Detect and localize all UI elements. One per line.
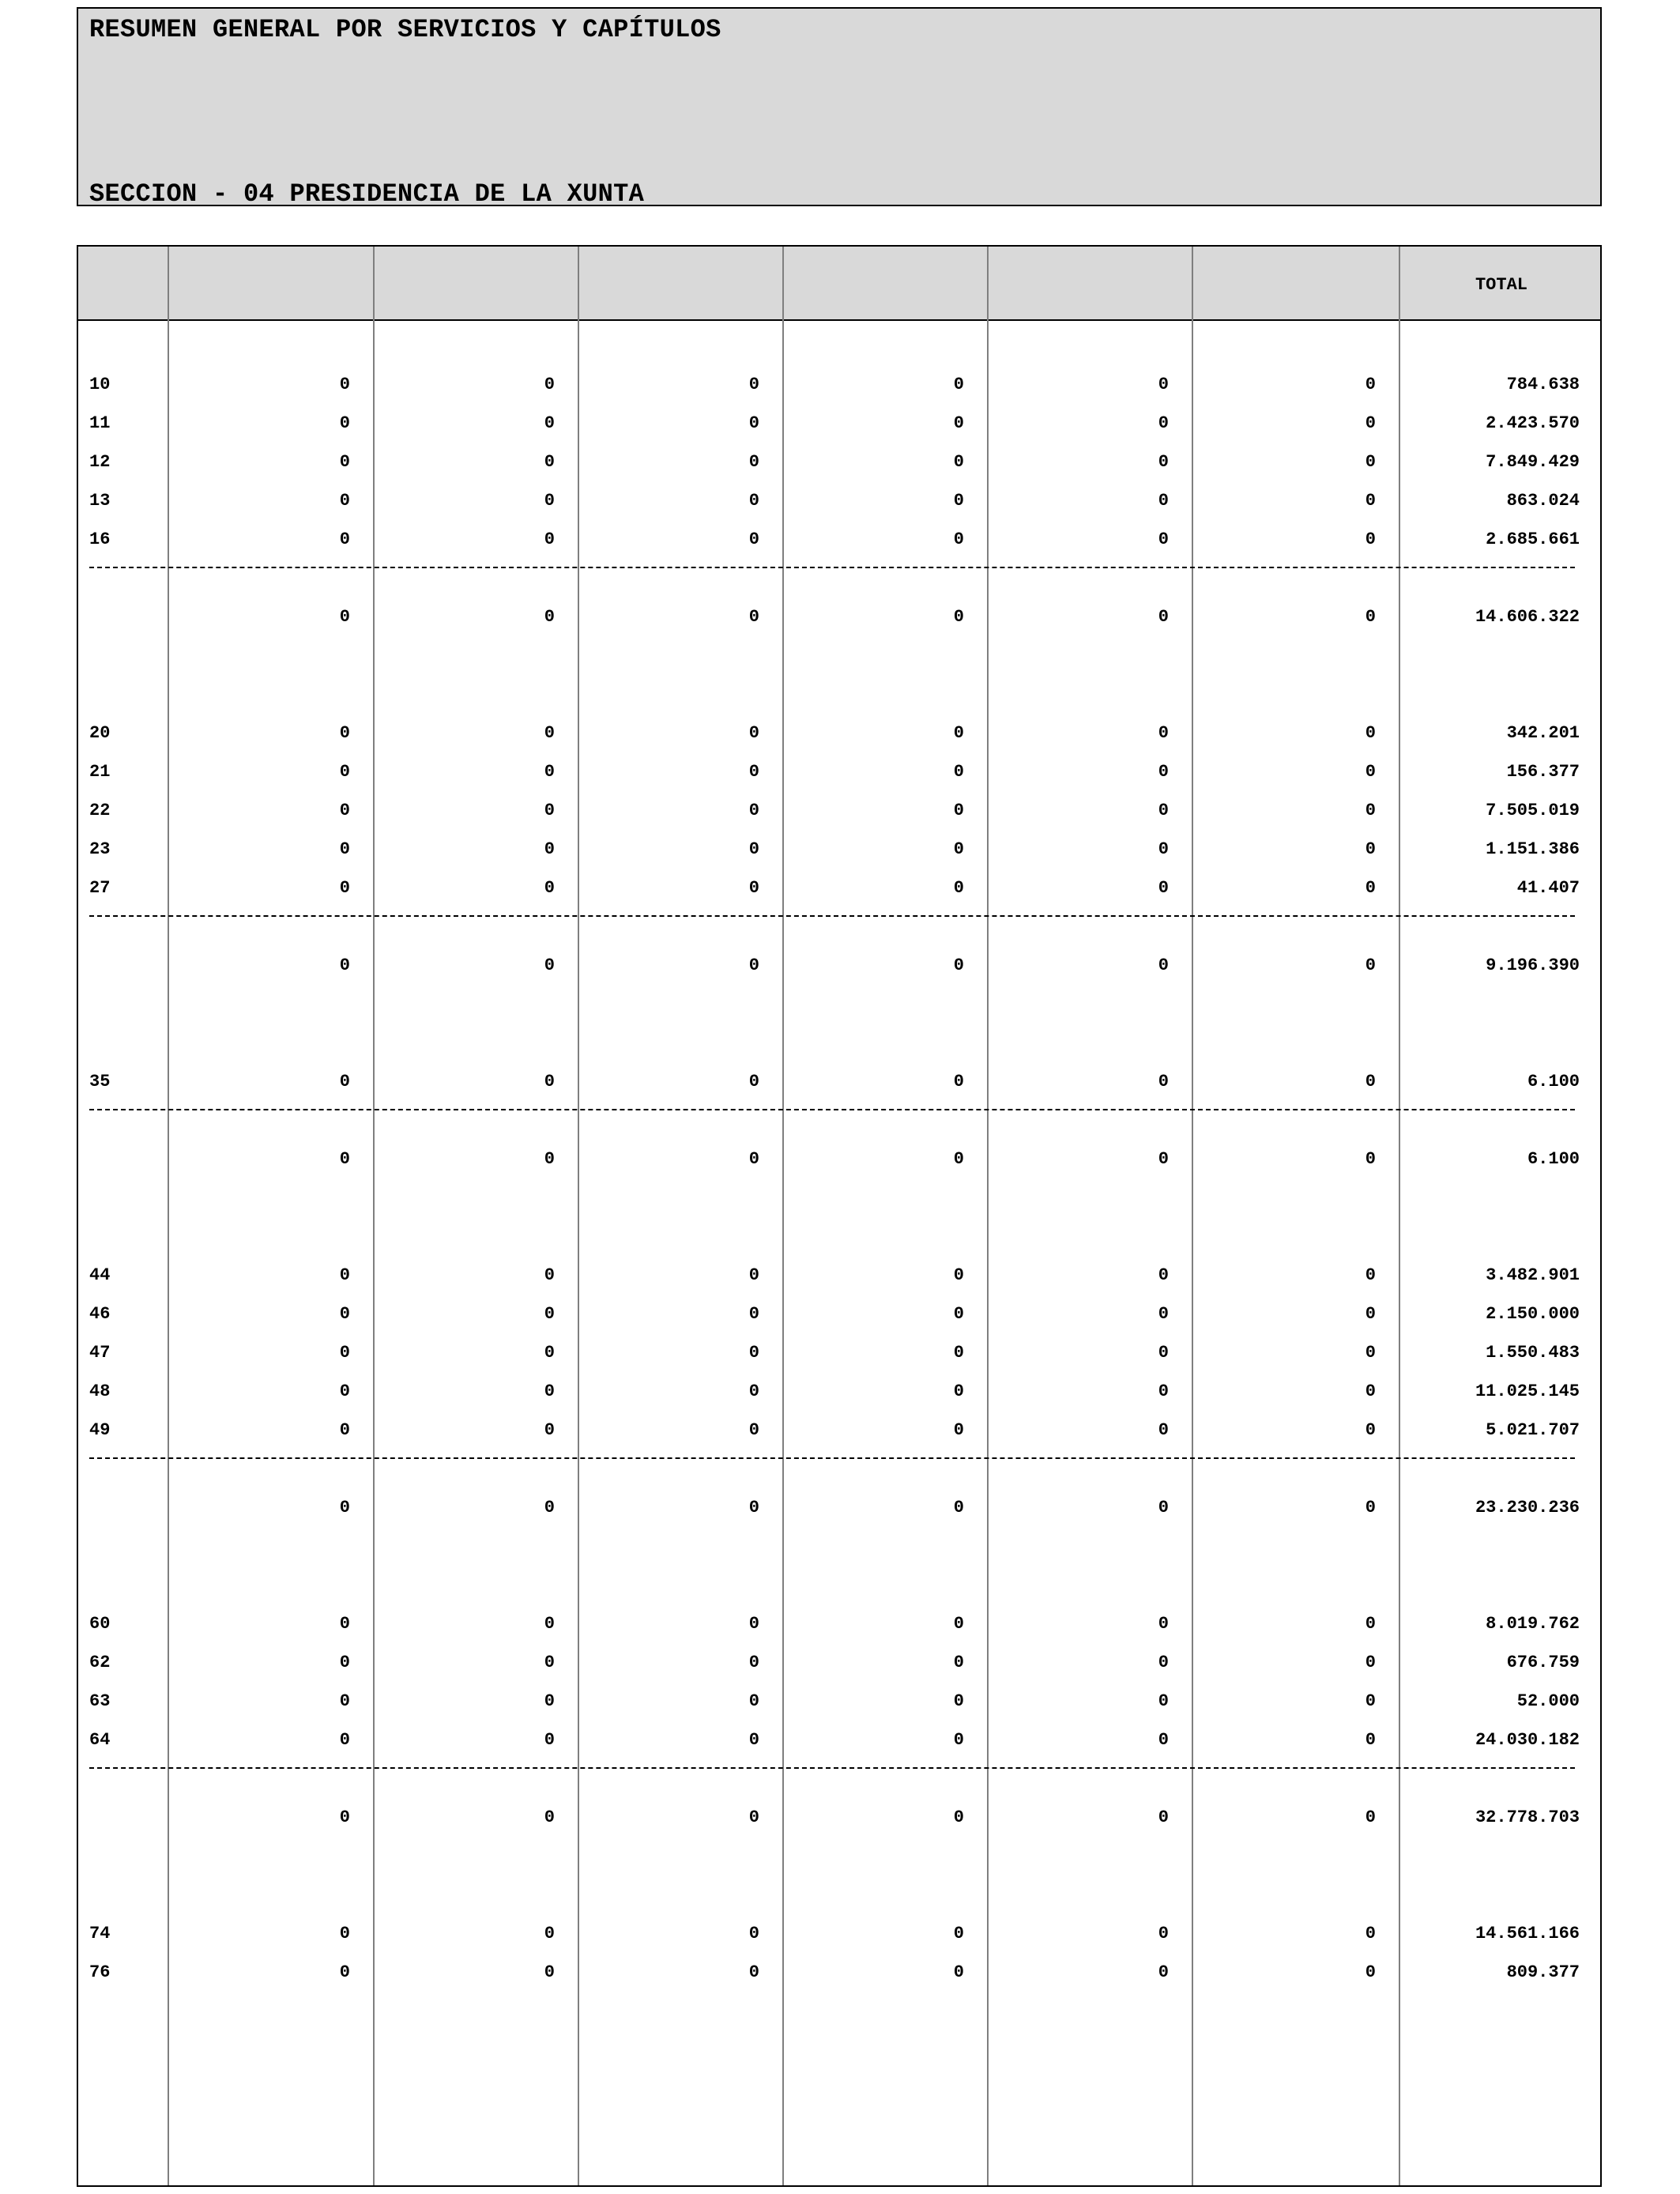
row-code: 48 — [89, 1382, 111, 1401]
cell-value: 0 — [339, 452, 350, 472]
cell-value: 0 — [339, 1924, 350, 1943]
cell-value: 0 — [339, 530, 350, 549]
cell-value: 0 — [953, 375, 964, 394]
cell-value: 0 — [1158, 491, 1169, 511]
cell-value: 0 — [748, 878, 759, 898]
report-title: RESUMEN GENERAL POR SERVICIOS Y CAPÍTULOS — [89, 15, 721, 44]
cell-value: 0 — [339, 1808, 350, 1827]
cell-value: 0 — [339, 1265, 350, 1285]
cell-value: 0 — [1158, 1924, 1169, 1943]
cell-value: 0 — [748, 607, 759, 627]
cell-value: 0 — [953, 530, 964, 549]
cell-value: 0 — [1158, 1343, 1169, 1363]
subtotal-value: 23.230.236 — [1475, 1498, 1580, 1517]
cell-value: 0 — [339, 1149, 350, 1169]
cell-value: 0 — [748, 1808, 759, 1827]
table-row — [78, 1343, 1600, 1367]
summary-table — [77, 245, 1602, 2187]
cell-value: 0 — [748, 1420, 759, 1440]
cell-value: 0 — [339, 839, 350, 859]
row-code: 21 — [89, 762, 111, 782]
dashed-separator — [89, 915, 1575, 917]
subtotal-value: 9.196.390 — [1486, 956, 1580, 975]
total-value: 1.550.483 — [1486, 1343, 1580, 1363]
cell-value: 0 — [544, 1265, 555, 1285]
total-value: 8.019.762 — [1486, 1614, 1580, 1634]
cell-value: 0 — [544, 723, 555, 743]
cell-value: 0 — [1158, 530, 1169, 549]
cell-value: 0 — [953, 878, 964, 898]
row-code: 47 — [89, 1343, 111, 1363]
cell-value: 0 — [339, 956, 350, 975]
cell-value: 0 — [748, 1304, 759, 1324]
cell-value: 0 — [953, 491, 964, 511]
table-row — [78, 723, 1600, 747]
cell-value: 0 — [339, 413, 350, 433]
table-row — [78, 452, 1600, 476]
cell-value: 0 — [748, 1498, 759, 1517]
table-row — [78, 1072, 1600, 1095]
total-value: 6.100 — [1527, 1072, 1580, 1091]
dashed-separator — [89, 1767, 1575, 1769]
cell-value: 0 — [339, 1653, 350, 1672]
total-value: 7.849.429 — [1486, 452, 1580, 472]
cell-value: 0 — [1365, 491, 1376, 511]
table-column-header — [78, 247, 1600, 321]
dashed-separator — [89, 1109, 1575, 1110]
table-row — [78, 1265, 1600, 1289]
cell-value: 0 — [953, 839, 964, 859]
table-row — [78, 530, 1600, 553]
cell-value: 0 — [1365, 1962, 1376, 1982]
cell-value: 0 — [748, 413, 759, 433]
table-row — [78, 1691, 1600, 1715]
cell-value: 0 — [1158, 607, 1169, 627]
cell-value: 0 — [1158, 1962, 1169, 1982]
cell-value: 0 — [1158, 1614, 1169, 1634]
cell-value: 0 — [544, 1343, 555, 1363]
cell-value: 0 — [544, 1924, 555, 1943]
cell-value: 0 — [544, 878, 555, 898]
cell-value: 0 — [953, 723, 964, 743]
cell-value: 0 — [544, 607, 555, 627]
cell-value: 0 — [748, 1691, 759, 1711]
cell-value: 0 — [953, 1343, 964, 1363]
cell-value: 0 — [544, 1072, 555, 1091]
cell-value: 0 — [1365, 1614, 1376, 1634]
cell-value: 0 — [339, 1730, 350, 1750]
cell-value: 0 — [1365, 1730, 1376, 1750]
cell-value: 0 — [953, 1498, 964, 1517]
cell-value: 0 — [544, 1808, 555, 1827]
table-row — [78, 491, 1600, 515]
cell-value: 0 — [748, 375, 759, 394]
cell-value: 0 — [953, 1072, 964, 1091]
total-value: 24.030.182 — [1475, 1730, 1580, 1750]
cell-value: 0 — [748, 801, 759, 820]
cell-value: 0 — [339, 1304, 350, 1324]
table-row — [78, 1420, 1600, 1444]
subtotal-row — [78, 1498, 1600, 1521]
cell-value: 0 — [544, 801, 555, 820]
cell-value: 0 — [1158, 878, 1169, 898]
dashed-separator — [89, 567, 1575, 568]
cell-value: 0 — [544, 1498, 555, 1517]
cell-value: 0 — [544, 1304, 555, 1324]
subtotal-value: 32.778.703 — [1475, 1808, 1580, 1827]
row-code: 27 — [89, 878, 111, 898]
cell-value: 0 — [1158, 1420, 1169, 1440]
cell-value: 0 — [544, 1614, 555, 1634]
cell-value: 0 — [1365, 1420, 1376, 1440]
cell-value: 0 — [544, 762, 555, 782]
cell-value: 0 — [544, 1382, 555, 1401]
cell-value: 0 — [748, 1149, 759, 1169]
cell-value: 0 — [544, 452, 555, 472]
total-column-label: TOTAL — [1475, 275, 1527, 295]
cell-value: 0 — [1158, 1149, 1169, 1169]
cell-value: 0 — [1365, 1304, 1376, 1324]
cell-value: 0 — [748, 1072, 759, 1091]
cell-value: 0 — [544, 530, 555, 549]
cell-value: 0 — [953, 1924, 964, 1943]
cell-value: 0 — [953, 607, 964, 627]
cell-value: 0 — [1365, 530, 1376, 549]
cell-value: 0 — [1365, 1691, 1376, 1711]
cell-value: 0 — [1365, 762, 1376, 782]
table-row — [78, 839, 1600, 863]
cell-value: 0 — [1158, 1304, 1169, 1324]
cell-value: 0 — [1158, 452, 1169, 472]
table-row — [78, 413, 1600, 437]
cell-value: 0 — [748, 452, 759, 472]
cell-value: 0 — [1158, 956, 1169, 975]
cell-value: 0 — [1365, 801, 1376, 820]
cell-value: 0 — [339, 607, 350, 627]
total-value: 2.685.661 — [1486, 530, 1580, 549]
subtotal-row — [78, 1149, 1600, 1173]
cell-value: 0 — [953, 956, 964, 975]
total-value: 676.759 — [1506, 1653, 1580, 1672]
cell-value: 0 — [953, 1808, 964, 1827]
total-value: 3.482.901 — [1486, 1265, 1580, 1285]
cell-value: 0 — [1158, 1691, 1169, 1711]
cell-value: 0 — [544, 1653, 555, 1672]
cell-value: 0 — [1365, 839, 1376, 859]
subtotal-value: 6.100 — [1527, 1149, 1580, 1169]
subtotal-value: 14.606.322 — [1475, 607, 1580, 627]
total-value: 52.000 — [1516, 1691, 1580, 1711]
cell-value: 0 — [1365, 452, 1376, 472]
cell-value: 0 — [953, 1653, 964, 1672]
cell-value: 0 — [953, 1962, 964, 1982]
cell-value: 0 — [1158, 723, 1169, 743]
cell-value: 0 — [1158, 1265, 1169, 1285]
subtotal-row — [78, 956, 1600, 979]
cell-value: 0 — [953, 762, 964, 782]
cell-value: 0 — [953, 1730, 964, 1750]
total-value: 156.377 — [1506, 762, 1580, 782]
cell-value: 0 — [1365, 1072, 1376, 1091]
row-code: 74 — [89, 1924, 111, 1943]
table-row — [78, 1962, 1600, 1986]
cell-value: 0 — [339, 1420, 350, 1440]
table-row — [78, 1730, 1600, 1754]
cell-value: 0 — [748, 1265, 759, 1285]
total-value: 1.151.386 — [1486, 839, 1580, 859]
table-row — [78, 762, 1600, 786]
total-value: 41.407 — [1516, 878, 1580, 898]
row-code: 49 — [89, 1420, 111, 1440]
row-code: 76 — [89, 1962, 111, 1982]
cell-value: 0 — [544, 956, 555, 975]
total-value: 2.150.000 — [1486, 1304, 1580, 1324]
cell-value: 0 — [544, 839, 555, 859]
row-code: 44 — [89, 1265, 111, 1285]
row-code: 35 — [89, 1072, 111, 1091]
cell-value: 0 — [544, 1691, 555, 1711]
cell-value: 0 — [748, 1730, 759, 1750]
cell-value: 0 — [339, 801, 350, 820]
cell-value: 0 — [748, 956, 759, 975]
cell-value: 0 — [339, 1498, 350, 1517]
dashed-separator — [89, 1457, 1575, 1459]
cell-value: 0 — [1365, 1382, 1376, 1401]
cell-value: 0 — [953, 1149, 964, 1169]
cell-value: 0 — [1365, 1149, 1376, 1169]
cell-value: 0 — [1158, 839, 1169, 859]
cell-value: 0 — [1158, 762, 1169, 782]
row-code: 13 — [89, 491, 111, 511]
table-row — [78, 801, 1600, 824]
cell-value: 0 — [1158, 1498, 1169, 1517]
section-title: SECCION - 04 PRESIDENCIA DE LA XUNTA — [89, 179, 645, 209]
cell-value: 0 — [1158, 413, 1169, 433]
cell-value: 0 — [953, 1691, 964, 1711]
cell-value: 0 — [748, 1382, 759, 1401]
table-row — [78, 1653, 1600, 1676]
cell-value: 0 — [953, 1420, 964, 1440]
row-code: 11 — [89, 413, 111, 433]
cell-value: 0 — [1365, 723, 1376, 743]
subtotal-row — [78, 1808, 1600, 1831]
cell-value: 0 — [953, 452, 964, 472]
cell-value: 0 — [1365, 1265, 1376, 1285]
cell-value: 0 — [748, 491, 759, 511]
cell-value: 0 — [1365, 607, 1376, 627]
cell-value: 0 — [339, 1962, 350, 1982]
cell-value: 0 — [1365, 413, 1376, 433]
row-code: 63 — [89, 1691, 111, 1711]
total-value: 784.638 — [1506, 375, 1580, 394]
cell-value: 0 — [1365, 1653, 1376, 1672]
cell-value: 0 — [339, 1614, 350, 1634]
cell-value: 0 — [544, 1149, 555, 1169]
row-code: 46 — [89, 1304, 111, 1324]
cell-value: 0 — [544, 375, 555, 394]
cell-value: 0 — [748, 1653, 759, 1672]
row-code: 23 — [89, 839, 111, 859]
cell-value: 0 — [748, 530, 759, 549]
cell-value: 0 — [1365, 1924, 1376, 1943]
cell-value: 0 — [748, 723, 759, 743]
table-row — [78, 1924, 1600, 1947]
cell-value: 0 — [339, 375, 350, 394]
cell-value: 0 — [339, 878, 350, 898]
row-code: 12 — [89, 452, 111, 472]
cell-value: 0 — [544, 491, 555, 511]
cell-value: 0 — [339, 491, 350, 511]
cell-value: 0 — [1365, 878, 1376, 898]
cell-value: 0 — [1365, 375, 1376, 394]
table-row — [78, 1382, 1600, 1405]
cell-value: 0 — [1158, 1808, 1169, 1827]
row-code: 16 — [89, 530, 111, 549]
cell-value: 0 — [1158, 1072, 1169, 1091]
table-row — [78, 878, 1600, 902]
table-row — [78, 1614, 1600, 1638]
cell-value: 0 — [1158, 801, 1169, 820]
cell-value: 0 — [544, 1962, 555, 1982]
total-value: 5.021.707 — [1486, 1420, 1580, 1440]
table-row — [78, 1304, 1600, 1328]
total-value: 14.561.166 — [1475, 1924, 1580, 1943]
cell-value: 0 — [953, 1382, 964, 1401]
cell-value: 0 — [1365, 1498, 1376, 1517]
cell-value: 0 — [953, 1614, 964, 1634]
table-row — [78, 375, 1600, 398]
cell-value: 0 — [953, 1265, 964, 1285]
row-code: 10 — [89, 375, 111, 394]
cell-value: 0 — [1158, 1730, 1169, 1750]
total-value: 11.025.145 — [1475, 1382, 1580, 1401]
cell-value: 0 — [339, 1691, 350, 1711]
row-code: 22 — [89, 801, 111, 820]
row-code: 64 — [89, 1730, 111, 1750]
report-header — [77, 7, 1602, 209]
cell-value: 0 — [748, 1924, 759, 1943]
cell-value: 0 — [544, 413, 555, 433]
cell-value: 0 — [953, 1304, 964, 1324]
cell-value: 0 — [748, 1614, 759, 1634]
total-value: 2.423.570 — [1486, 413, 1580, 433]
total-value: 342.201 — [1506, 723, 1580, 743]
cell-value: 0 — [339, 1382, 350, 1401]
cell-value: 0 — [339, 723, 350, 743]
cell-value: 0 — [748, 762, 759, 782]
subtotal-row — [78, 607, 1600, 631]
total-value: 7.505.019 — [1486, 801, 1580, 820]
total-value: 809.377 — [1506, 1962, 1580, 1982]
row-code: 62 — [89, 1653, 111, 1672]
row-code: 60 — [89, 1614, 111, 1634]
cell-value: 0 — [1158, 375, 1169, 394]
cell-value: 0 — [544, 1420, 555, 1440]
cell-value: 0 — [339, 1072, 350, 1091]
cell-value: 0 — [953, 801, 964, 820]
cell-value: 0 — [748, 1343, 759, 1363]
cell-value: 0 — [339, 1343, 350, 1363]
cell-value: 0 — [1158, 1382, 1169, 1401]
row-code: 20 — [89, 723, 111, 743]
cell-value: 0 — [544, 1730, 555, 1750]
cell-value: 0 — [748, 839, 759, 859]
cell-value: 0 — [953, 413, 964, 433]
cell-value: 0 — [1365, 1808, 1376, 1827]
cell-value: 0 — [1158, 1653, 1169, 1672]
cell-value: 0 — [748, 1962, 759, 1982]
cell-value: 0 — [339, 762, 350, 782]
total-value: 863.024 — [1506, 491, 1580, 511]
cell-value: 0 — [1365, 956, 1376, 975]
cell-value: 0 — [1365, 1343, 1376, 1363]
